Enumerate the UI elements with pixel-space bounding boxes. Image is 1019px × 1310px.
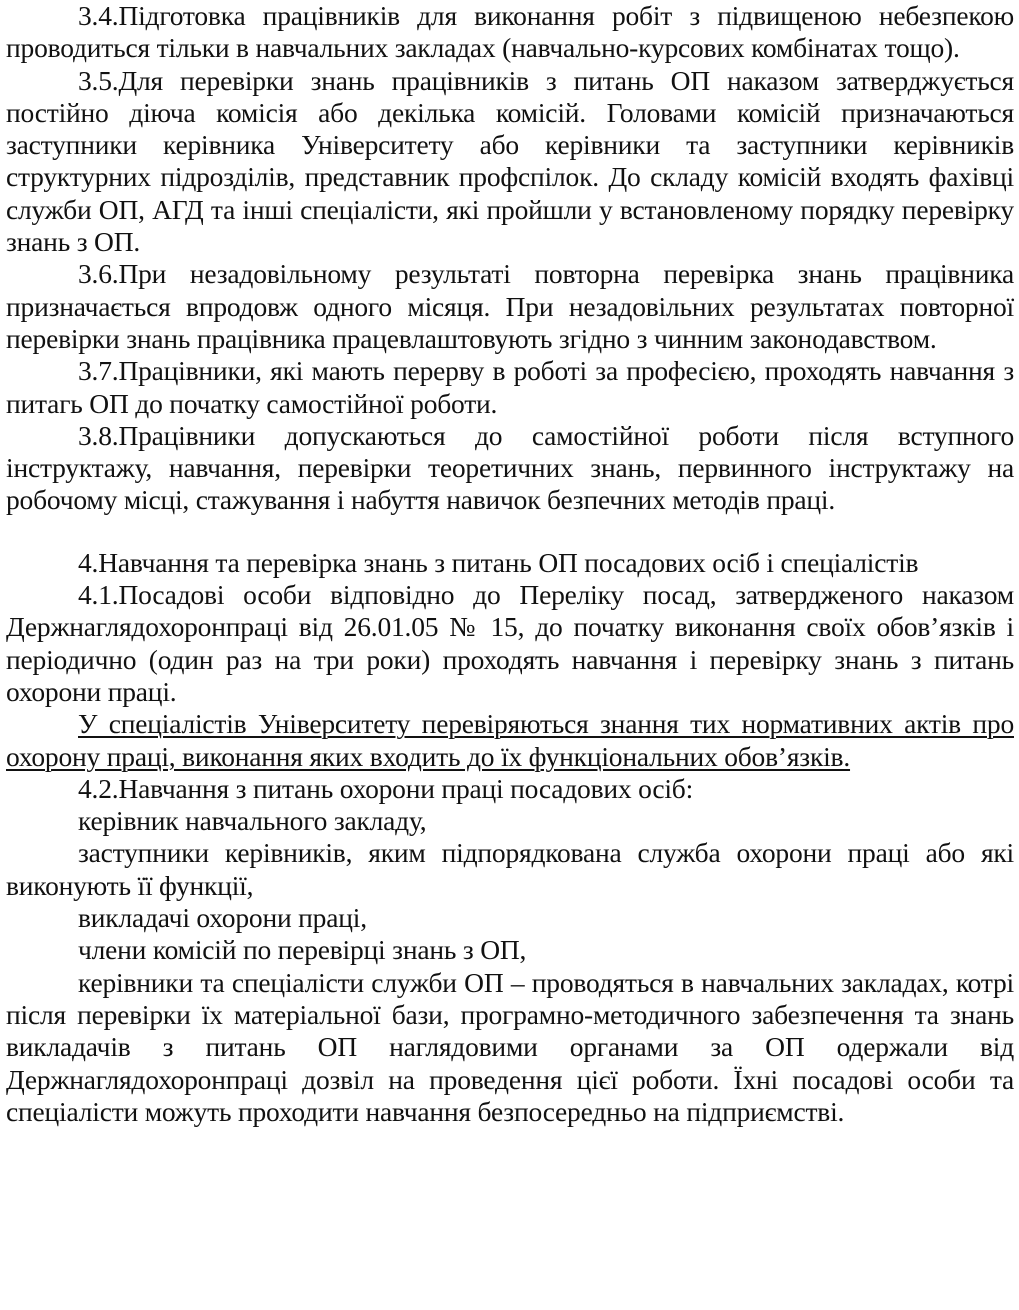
document-page <box>6 0 1014 1128</box>
list-item: викладачі охорони праці, <box>78 902 367 934</box>
paragraph-3-8: 3.8.Працівники допускаються до самостійної роботи після вступного інструктажу, навчання, перевірки теоретичних знань, первинного інструктажу на робочому місці, стажування і набуття навичок безпечних методів праці. <box>6 419 1014 516</box>
paragraph-4-1: 4.1.Посадові особи відповідно до Переліку посад, затвердженого наказом Держнаглядохоронпраці від 26.01.05 № 15, до початку виконання своїх обов’язків і періодично (один раз на три роки) проходять навчання і перевірку знань з питань охорони праці. <box>6 579 1014 707</box>
list-item: заступники керівників, яким підпорядкована служба охорони праці або які виконують її функції, <box>6 837 1014 901</box>
paragraph-4-2-intro: 4.2.Навчання з питань охорони праці посадових осіб: <box>78 772 694 804</box>
paragraph-3-5: 3.5.Для перевірки знань працівників з питань ОП наказом затверджується постійно діюча комісія або декілька комісій. Головами комісій призначаються заступники керівника Університету або керівники та заступники керівників структурних підрозділів, представник профспілок. До складу комісій входять фахівці служби ОП, АГД та інші спеціалісти, які пройшли у встановленому порядку перевірку знань з ОП. <box>6 64 1014 258</box>
paragraph-3-4: 3.4.Підготовка працівників для виконання робіт з підвищеною небезпекою проводиться тільки в навчальних закладах (навчально-курсових комбінатах тощо). <box>6 0 1014 64</box>
section-gap <box>6 517 1014 547</box>
paragraph-4-1-underlined: У спеціалістів Університету перевіряються знання тих нормативних актів про охорону праці, виконання яких входить до їх функціональних обов’язків. <box>6 708 1014 772</box>
paragraph-4-2-conclusion: керівники та спеціалісти служби ОП – проводяться в навчальних закладах, котрі після перевірки їх матеріальної бази, програмно-методичного забезпечення та знань викладачів з питань ОП наглядовими органами за ОП одержали від Держнаглядохоронпраці дозвіл на проведення цієї роботи. Їхні посадові особи та спеціалісти можуть проходити навчання безпосередньо на підприємстві. <box>6 966 1014 1127</box>
list-item: керівник навчального закладу, <box>78 805 427 837</box>
section-4-heading: 4.Навчання та перевірка знань з питань ОП посадових осіб і спеціалістів <box>78 546 919 578</box>
paragraph-3-6: 3.6.При незадовільному результаті повторна перевірка знань працівника призначається впродовж одного місяця. При незадовільних результатах повторної перевірки знань працівника працевлаштовують згідно з чинним законодавством. <box>6 258 1014 354</box>
paragraph-3-7: 3.7.Працівники, які мають перерву в роботі за професією, проходять навчання з питагь ОП до початку самостійної роботи. <box>6 355 1014 419</box>
list-item: члени комісій по перевірці знань з ОП, <box>78 934 527 966</box>
